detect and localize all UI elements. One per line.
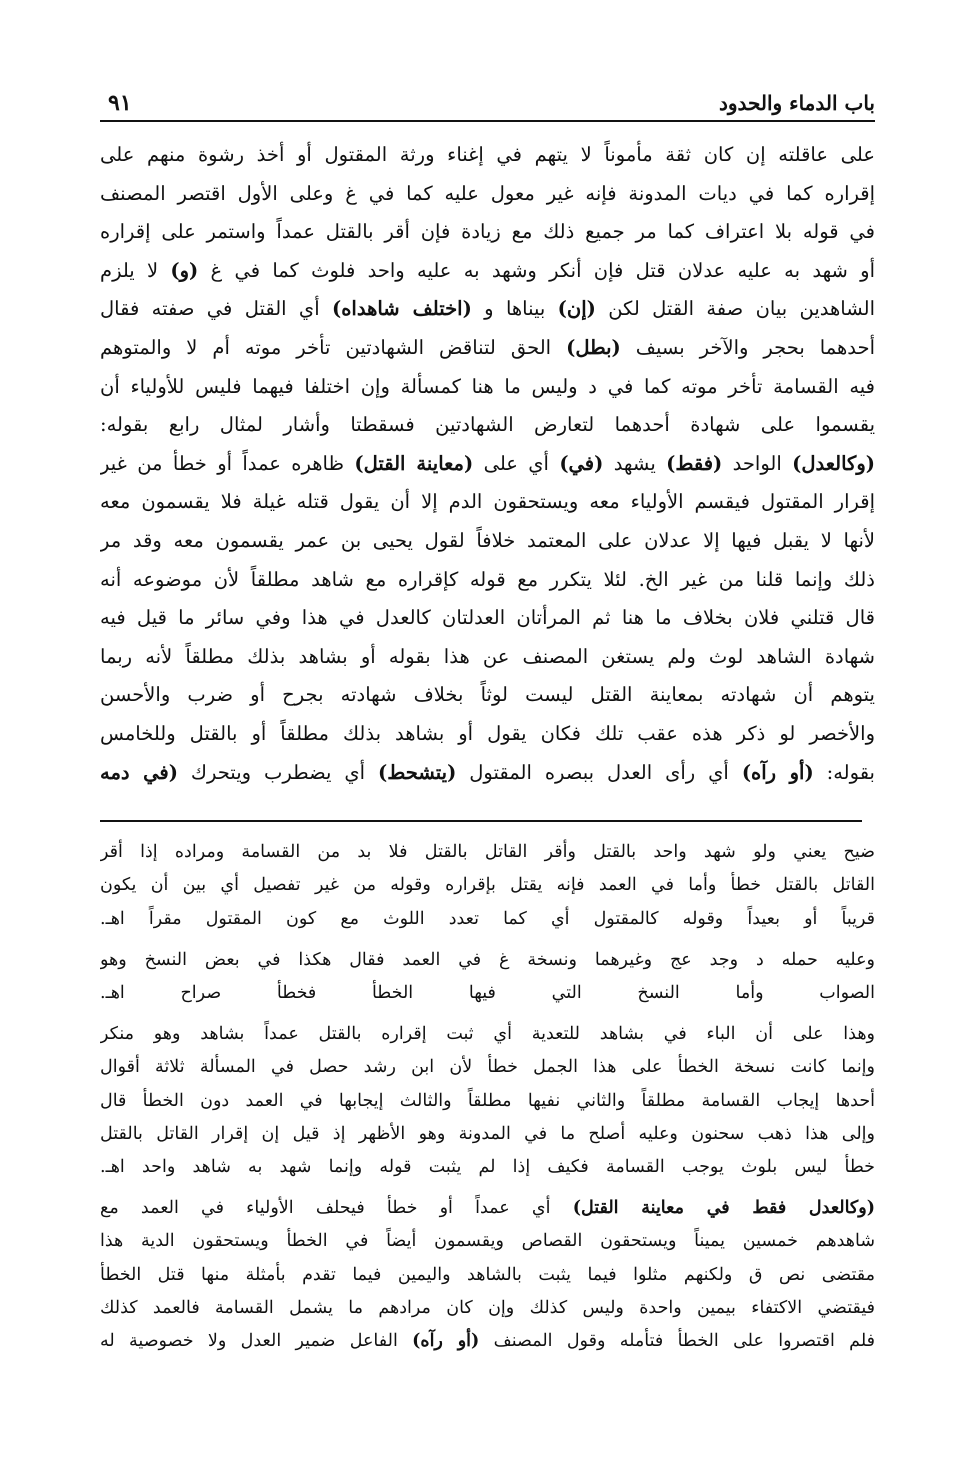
main-text-line: [100, 136, 875, 175]
text-run: إقراره كما في ديات المدونة فإنه غير معول عليه كما في غ وعلى الأول اقتصر المصنف: [100, 181, 875, 205]
footnote-paragraph: [100, 1018, 875, 1184]
text-run: الصواب وأما النسخ التي فيها الخطأ فخطأ صراح اهـ.: [100, 982, 875, 1003]
text-run: وعليه حمله د وجد عج وغيرهما ونسخة غ في العمد فقال هكذا في بعض النسخ وهو: [100, 949, 875, 970]
text-run: فيقتضي الاكتفاء بيمين واحدة وليس كذلك وإن كان مرادهم ما يشمل القسامة فالعمد كذلك: [100, 1297, 875, 1318]
footnote-paragraph: [100, 944, 875, 1010]
bold-term: (إن): [557, 297, 596, 321]
footnote-line: [100, 1259, 875, 1292]
bold-term: (وكالعدل): [792, 451, 875, 475]
main-text-line: [100, 213, 875, 252]
text-run: على عاقلته إن كان ثقة مأموناً لا يتهم في إغناء ورثة المقتول أو أخذ رشوة منهم على: [100, 143, 875, 166]
bold-term: (أو رآه): [412, 1330, 480, 1351]
main-text: [100, 136, 875, 792]
footnote-line: [100, 1051, 875, 1084]
text-run: فيه القسامة تأخر موته كما في د وليس ما هنا كمسألة وإن اختلفا فيهما فليس للأولياء أن: [100, 374, 875, 398]
text-run: خطأ ليس بلوث يوجب القسامة فكيف إذا لم يثبت قوله وإنما شهد به شاهد واحد اهـ.: [100, 1156, 875, 1177]
footnote-line: [100, 1325, 875, 1358]
text-run: أحدها إيجاب القسامة مطلقاً والثاني نفيها مطلقاً والثالث إيجابها في العمد دون الخطأ قال: [100, 1090, 875, 1111]
document-page: [100, 86, 875, 1366]
text-run: في قوله بلا اعتراف كما مر جميع ذلك مع زيادة فإن أقر بالقتل عمداً واستمر على إقراره: [100, 220, 875, 244]
text-run: الواحد: [722, 451, 793, 475]
main-text-line: [100, 406, 875, 445]
bold-term: (معاينة القتل): [354, 451, 474, 475]
text-run: وإنما كانت نسخة الخطأ على هذا الجمل خطأ لأن ابن رشد حصل في المسألة ثلاثة أقوال: [100, 1057, 875, 1078]
text-run: يتوهم أن شهادته بمعاينة القتل ليست لوثاً بخلاف شهادته بجرح أو ضرب والأحسن: [100, 683, 875, 707]
bold-term: (أو رآه): [741, 760, 814, 784]
text-run: شاهدهم خمسين يميناً ويستحقون القصاص ويقسمون أيضاً في الخطأ ويستحقون الدية هذا: [100, 1231, 875, 1252]
text-run: أي رأى العدل ببصره المقتول: [456, 760, 742, 784]
text-run: لأنها لا يقبل فيها إلا عدلان على المعتمد خلافاً لقول يحيى بن عمر يقسمون معه وقد مر: [100, 528, 875, 552]
text-run: إقرار المقتول فيقسم الأولياء معه ويستحقون الدم إلا أن يقول قتله غيلة فلا يقسمون معه: [100, 490, 875, 514]
footnote-line: [100, 944, 875, 977]
bold-term: (يتشحط): [378, 760, 457, 784]
bold-term: (اختلف شاهداه): [331, 297, 472, 321]
text-run: أي يضطرب ويتحرك: [177, 760, 379, 784]
footnote-divider: [100, 820, 862, 822]
main-text-line: [100, 329, 875, 368]
text-run: أي على: [473, 451, 560, 475]
main-text-line: [100, 561, 875, 600]
text-run: أحدهما بحجر والآخر بسيف: [620, 335, 875, 359]
footnote-paragraph: [100, 836, 875, 936]
footnote-line: [100, 869, 875, 902]
footnote-line: [100, 1292, 875, 1325]
main-text-line: [100, 483, 875, 522]
text-run: أي القتل في صفته فقال: [100, 297, 332, 321]
footnote-line: [100, 1018, 875, 1051]
bold-term: (في): [559, 451, 604, 475]
text-run: لا يلزم: [100, 258, 171, 282]
footnote-line: [100, 1192, 875, 1225]
text-run: شهادة الشاهد لوث ولم يستغن المصنف عن هذا بقوله أو بشاهد بذلك مطلقاً لأنه ربما: [100, 644, 875, 668]
text-run: بقوله:: [813, 760, 875, 784]
footnote-paragraph: [100, 1192, 875, 1358]
text-run: أو شهد به عليه عدلان قتل فإن أنكر وشهد به عليه واحد فلوث كما في غ: [198, 258, 875, 282]
bold-term: (فقط): [666, 451, 723, 475]
text-run: يقسموا على شهادة أحدهما لتعارض الشهادتين فسقطتا وأشار لمثال رابع بقوله:: [100, 413, 875, 437]
bold-term: (و): [170, 258, 199, 282]
text-run: القاتل بالقتل خطأ وأما في العمد فإنه يقتل بإقراره وقوله من غير تفصيل أي بين أن يكون: [100, 875, 875, 896]
main-text-line: [100, 599, 875, 638]
main-text-line: [100, 638, 875, 677]
footnotes: [100, 836, 875, 1358]
main-text-line: [100, 676, 875, 715]
footnote-line: [100, 1151, 875, 1184]
text-run: أي عمداً أو خطأ فيحلف الأولياء في العمد مع: [100, 1198, 573, 1219]
bold-term: (في دمه: [100, 760, 178, 784]
text-run: الشاهدين بيان صفة القتل لكن: [595, 297, 875, 321]
text-run: فلم اقتصروا على الخطأ فتأمله وقول المصنف: [479, 1330, 875, 1351]
text-run: يشهد: [603, 451, 667, 475]
main-text-line: [100, 522, 875, 561]
text-run: ظاهره عمداً أو خطأ من غير: [100, 451, 355, 475]
text-run: قريباً أو بعيداً وقوله كالمقتول أي كما تعدد اللوث مع كون المقتول مقراً اهـ.: [100, 908, 875, 929]
text-run: وإلى هذا ذهب سحنون وعليه أصلح ما في المدونة وهو الأظهر إذ قيل إن إقرار القاتل بالقتل: [100, 1123, 875, 1144]
main-text-line: [100, 368, 875, 407]
main-text-line: [100, 754, 875, 793]
running-header: [100, 86, 875, 122]
text-run: الفاعل ضمير العدل ولا خصوصية له: [100, 1330, 413, 1351]
text-run: وهذا على أن الباء في بشاهد للتعدية أي ثبت إقراره بالقتل عمداً بشاهد وهو منكر: [100, 1024, 875, 1045]
chapter-title: باب الدماء والحدود: [718, 91, 875, 115]
text-run: ذلك وإنما قلنا من غير الخ. لئلا يتكرر مع قوله كإقراره مع شاهد مطلقاً لأن موضوعه أنه: [100, 567, 875, 591]
bold-term: (بطل): [566, 335, 621, 359]
main-text-line: [100, 175, 875, 214]
main-text-line: [100, 252, 875, 291]
text-run: الحق لتناقض الشهادتين تأخر موته أم لا والمتوهم: [100, 335, 567, 359]
footnote-line: [100, 1225, 875, 1258]
text-run: بيناها و: [471, 297, 558, 321]
footnote-line: [100, 903, 875, 936]
text-run: والأخصر لو ذكر هذه عقب تلك فكان يقول أو بشاهد بذلك مطلقاً أو بالقتل وللخامس: [100, 721, 875, 745]
footnote-line: [100, 836, 875, 869]
bold-term: (وكالعدل فقط في معاينة القتل): [572, 1198, 875, 1219]
text-run: مقتضى نص ق ولكنهم مثلوا فيما يثبت بالشاهد واليمين فيما تقدم بأمثلة منها قتل الخطأ: [100, 1264, 875, 1285]
footnote-line: [100, 1118, 875, 1151]
text-run: ضيح يعني ولو شهد واحد بالقتل وأقر القاتل بالقتل فلا بد من القسامة ومراده إذا أقر: [100, 842, 875, 863]
main-text-line: [100, 715, 875, 754]
footnote-line: [100, 977, 875, 1010]
main-text-line: [100, 290, 875, 329]
page-number: ٩١: [108, 90, 132, 116]
footnote-line: [100, 1085, 875, 1118]
main-text-line: [100, 445, 875, 484]
text-run: قال قتلني فلان بخلاف ما هنا ثم المرأتان العدلتان كالعدل في هذا وفي سائر ما قيل فيه: [100, 606, 875, 630]
